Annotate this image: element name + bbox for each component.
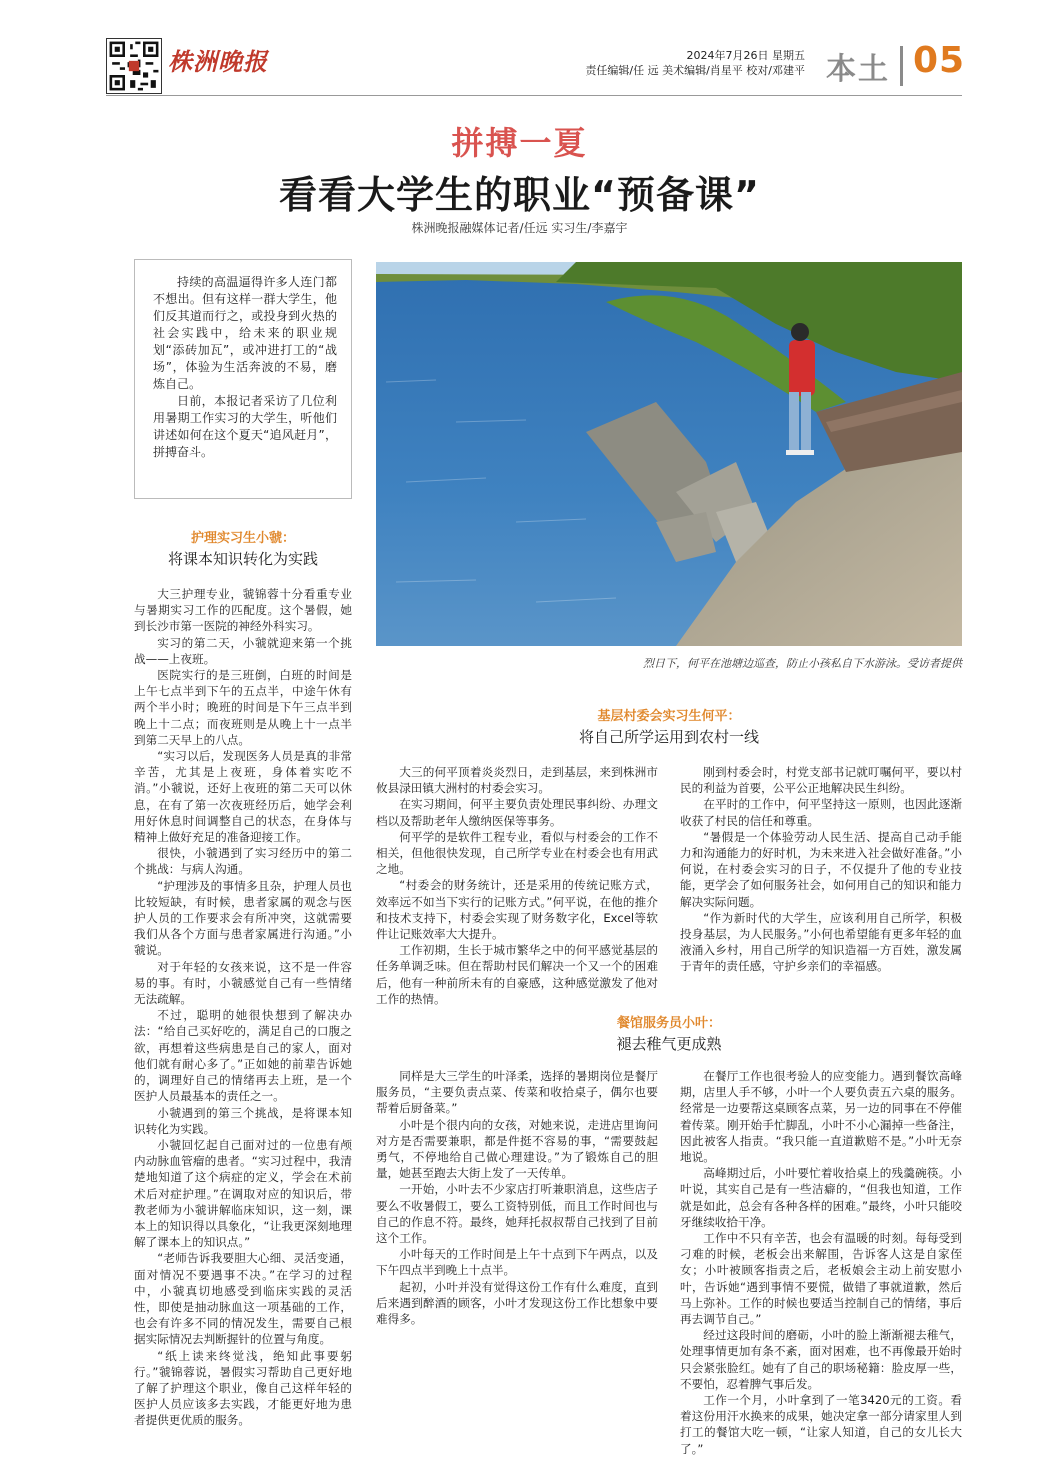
- section-kicker: 护理实习生小虢：: [190, 531, 295, 546]
- article-byline: 株洲晚报融媒体记者/任远 实习生/李嘉宇: [411, 221, 628, 235]
- paragraph: 实习的第二天，小虢就迎来第一个挑战——上夜班。: [134, 635, 352, 666]
- paragraph: 起初，小叶并没有觉得这份工作有什么难度，直到后来遇到醉酒的顾客，小叶才发现这份工作比想象中要难得多。: [376, 1279, 658, 1327]
- paragraph: 在实习期间，何平主要负责处理民事纠纷、办理文档以及帮助老年人缴纳医保等事务。: [376, 797, 658, 828]
- article-column: [134, 586, 352, 1428]
- article-column: [376, 764, 658, 1006]
- paragraph: “老师告诉我要胆大心细、灵活变通，面对情况不要遇事不决。”在学习的过程中，小虢真切地感受到临床实践的灵活性，即使是抽动脉血这一项基础的工作，也会有许多不同的情况发生，需要自己根据实际情况去判断握针的位置与角度。: [134, 1251, 352, 1347]
- issue-date: 2024年7月26日 星期五: [686, 49, 805, 62]
- paragraph: 医院实行的是三班倒，白班的时间是上午七点半到下午的五点半，中途午休有两个半小时；晚班的时间是下午三点半到晚上十二点；而夜班则是从晚上十一点半到第二天早上的八点。: [134, 668, 352, 747]
- lead-box: [134, 259, 352, 499]
- paragraph: 工作初期，生长于城市繁华之中的何平感觉基层的任务单调乏味。但在帮助村民们解决一个又一个的困难后，他有一种前所未有的自豪感，这种感觉激发了他对工作的热情。: [376, 943, 658, 1006]
- header-rule: [106, 95, 962, 96]
- paragraph: 经过这段时间的磨砺，小叶的脸上渐渐褪去稚气，处理事情更加有条不紊，面对困难，也不再像最开始时只会紧张脸红。她有了自己的职场秘籍：脸皮厚一些，不要怕，忍着脾气事后发。: [680, 1328, 962, 1391]
- paragraph: 不过，聪明的她很快想到了解决办法：“给自己买好吃的，满足自己的口腹之欲，再想着这些病患是自己的家人，面对他们就有耐心多了。”正如她的前辈告诉她的，调理好自己的情绪再去上班，是一个医护人员最基本的责任之一。: [134, 1008, 352, 1104]
- staff-credits: 责任编辑/任 远 美术编辑/肖星平 校对/邓建平: [585, 64, 805, 77]
- paragraph: 在平时的工作中，何平坚持这一原则，也因此逐渐收获了村民的信任和尊重。: [680, 797, 962, 828]
- paragraph: 大三的何平顶着炎炎烈日，走到基层，来到株洲市攸县渌田镇大洲村的村委会实习。: [376, 765, 658, 796]
- newspaper-logo: 株洲晚报: [168, 47, 268, 76]
- article-column: [376, 1068, 658, 1398]
- section-kicker: 基层村委会实习生何平：: [597, 709, 741, 724]
- paragraph: 很快，小虢遇到了实习经历中的第二个挑战：与病人沟通。: [134, 846, 352, 877]
- article-photo: [376, 262, 962, 646]
- paragraph: 对于年轻的女孩来说，这不是一件容易的事。有时，小虢感觉自己有一些情绪无法疏解。: [134, 959, 352, 1007]
- qr-code-icon: [107, 39, 161, 93]
- page-number: 05: [913, 40, 966, 81]
- paragraph: 高峰期过后，小叶要忙着收拾桌上的残羹碗筷。小叶说，其实自己是有一些洁癖的，“但我也知道，工作就是如此，总会有各种各样的困难。”最终，小叶只能咬牙继续收拾干净。: [680, 1166, 962, 1229]
- paragraph: “纸上读来终觉浅，绝知此事要躬行。”虢锦蓉说，暑假实习帮助自己更好地了解了护理这个职业，像自己这样年轻的医护人员应该多去实践，才能更好地为患者提供更优质的服务。: [134, 1348, 352, 1428]
- article-kicker: 拼搏一夏: [451, 124, 588, 162]
- paragraph: 工作一个月，小叶拿到了一笔3420元的工资。看着这份用汗水换来的成果，她决定拿一部分请家里人到打工的餐馆大吃一顿，“让家人知道，自己的女儿长大了。”: [680, 1393, 962, 1456]
- paragraph: “实习以后，发现医务人员是真的非常辛苦，尤其是上夜班，身体着实吃不消。”小虢说，还好上夜班的第二天可以休息，在有了第一次夜班经历后，她学会利用好休息时间调整自己的状态，在身体与精神上做好充足的准备迎接工作。: [134, 749, 352, 845]
- paragraph: “护理涉及的事情多且杂，护理人员也比较短缺，有时候，患者家属的观念与医护人员的工作要求会有所冲突，这就需要我们从各个方面与患者家属进行沟通。”小虢说。: [134, 878, 352, 958]
- paragraph: “暑假是一个体验劳动人民生活、提高自己动手能力和沟通能力的好时机，为未来进入社会做好准备。”小何说，在村委会实习的日子，不仅提升了他的专业技能，更学会了如何服务社会，如何用自己的知识和能力解决实际问题。: [680, 829, 962, 909]
- paragraph: 一开始，小叶去不少家店打听兼职消息，这些店子要么不收暑假工，要么工资特别低，而且工作时间也与自己的作息不符。最终，她拜托叔叔帮自己找到了目前这个工作。: [376, 1182, 658, 1246]
- section-heading: [376, 1015, 962, 1055]
- paragraph: 同样是大三学生的叶泽柔，选择的暑期岗位是餐厅服务员，“主要负责点菜、传菜和收拾桌子，偶尔也要帮着后厨备菜。”: [376, 1069, 658, 1116]
- section-title: 褪去稚气更成熟: [616, 1035, 722, 1053]
- paragraph: “作为新时代的大学生，应该利用自己所学，积极投身基层，为人民服务。”小何也希望能有更多年轻的血液涌入乡村，用自己所学的知识造福一方百姓，激发属于青年的责任感，守护乡亲们的幸福感。: [680, 910, 962, 974]
- qr-code: [106, 38, 162, 94]
- paragraph: “村委会的财务统计，还是采用的传统记账方式，效率远不如当下实行的记账方式。”何平说，在他的推介和技术支持下，村委会实现了财务数字化，Excel等软件让记账效率大大提升。: [376, 878, 658, 942]
- paragraph: 小叶是个很内向的女孩，对她来说，走进店里询问对方是否需要兼职，都是件挺不容易的事，“需要鼓起勇气，不停地给自己做心理建设。”为了锻炼自己的胆量，她甚至跑去大街上发了一天传单。: [376, 1117, 658, 1181]
- paragraph: 何平学的是软件工程专业，看似与村委会的工作不相关，但他很快发现，自己所学专业在村委会也有用武之地。: [376, 829, 658, 877]
- article-column: [680, 1068, 962, 1456]
- paragraph: 在餐厅工作也很考验人的应变能力。遇到餐饮高峰期，店里人手不够，小叶一个人要负责五六桌的服务。经常是一边要帮这桌顾客点菜，另一边的同事在不停催着传菜。刚开始手忙脚乱，小叶不小心漏掉一些备注，因此被客人指责。“我只能一直道歉赔不是。”小叶无奈地说。: [680, 1069, 962, 1165]
- paragraph: 小虢遇到的第三个挑战，是将课本知识转化为实践。: [134, 1105, 352, 1136]
- paragraph: 大三护理专业，虢锦蓉十分看重专业与暑期实习工作的匹配度。这个暑假，她到长沙市第一医院的神经外科实习。: [134, 587, 352, 634]
- paragraph: 小叶每天的工作时间是上午十点到下午两点，以及下午四点半到晚上十点半。: [376, 1247, 658, 1278]
- section-heading: [376, 708, 962, 748]
- article-column: [680, 764, 962, 980]
- header-divider: [900, 46, 903, 86]
- section-kicker: 餐馆服务员小叶：: [616, 1016, 721, 1031]
- section-title: 将自己所学运用到农村一线: [578, 728, 759, 746]
- paragraph: 工作中不只有辛苦，也会有温暖的时刻。每每受到刁难的时候，老板会出来解围，告诉客人这是自家侄女；小叶被顾客指责之后，老板娘会主动上前安慰小叶，告诉她“遇到事情不要慌，做错了事就道歉，然后马上弥补。工作的时候也要适当控制自己的情绪，事后再去调节自己。”: [680, 1231, 962, 1327]
- header-info: [560, 48, 805, 78]
- lead-paragraph: 日前，本报记者采访了几位利用暑期工作实习的大学生，听他们讲述如何在这个夏天“追风赶月”，拼搏奋斗。: [153, 394, 337, 459]
- paragraph: 小虢回忆起自己面对过的一位患有颅内动脉血管瘤的患者。“实习过程中，我清楚地知道了这个病症的定义，学会在术前术后对症护理。”在调取对应的知识后，带教老师为小虢讲解临床知识，这一刻，课本上的知识得以具象化，“让我更深刻地理解了课本上的知识点。”: [134, 1137, 352, 1250]
- section-title: 将课本知识转化为实践: [167, 550, 318, 568]
- section-heading: [134, 530, 352, 570]
- photo-caption: 烈日下，何平在池塘边巡查，防止小孩私自下水游泳。受访者提供: [643, 657, 962, 670]
- lead-paragraph: 持续的高温逼得许多人连门都不想出。但有这样一群大学生，他们反其道而行之，或投身到火热的社会实践中，给未来的职业规划“添砖加瓦”，或冲进打工的“战场”，体验为生活奔波的不易，磨炼自己。: [153, 275, 337, 391]
- paragraph: 刚到村委会时，村党支部书记就叮嘱何平，要以村民的利益为首要，公平公正地解决民生纠纷。: [680, 765, 962, 796]
- article-title: 看看大学生的职业“预备课”: [279, 173, 760, 217]
- section-name: 本土: [826, 52, 890, 87]
